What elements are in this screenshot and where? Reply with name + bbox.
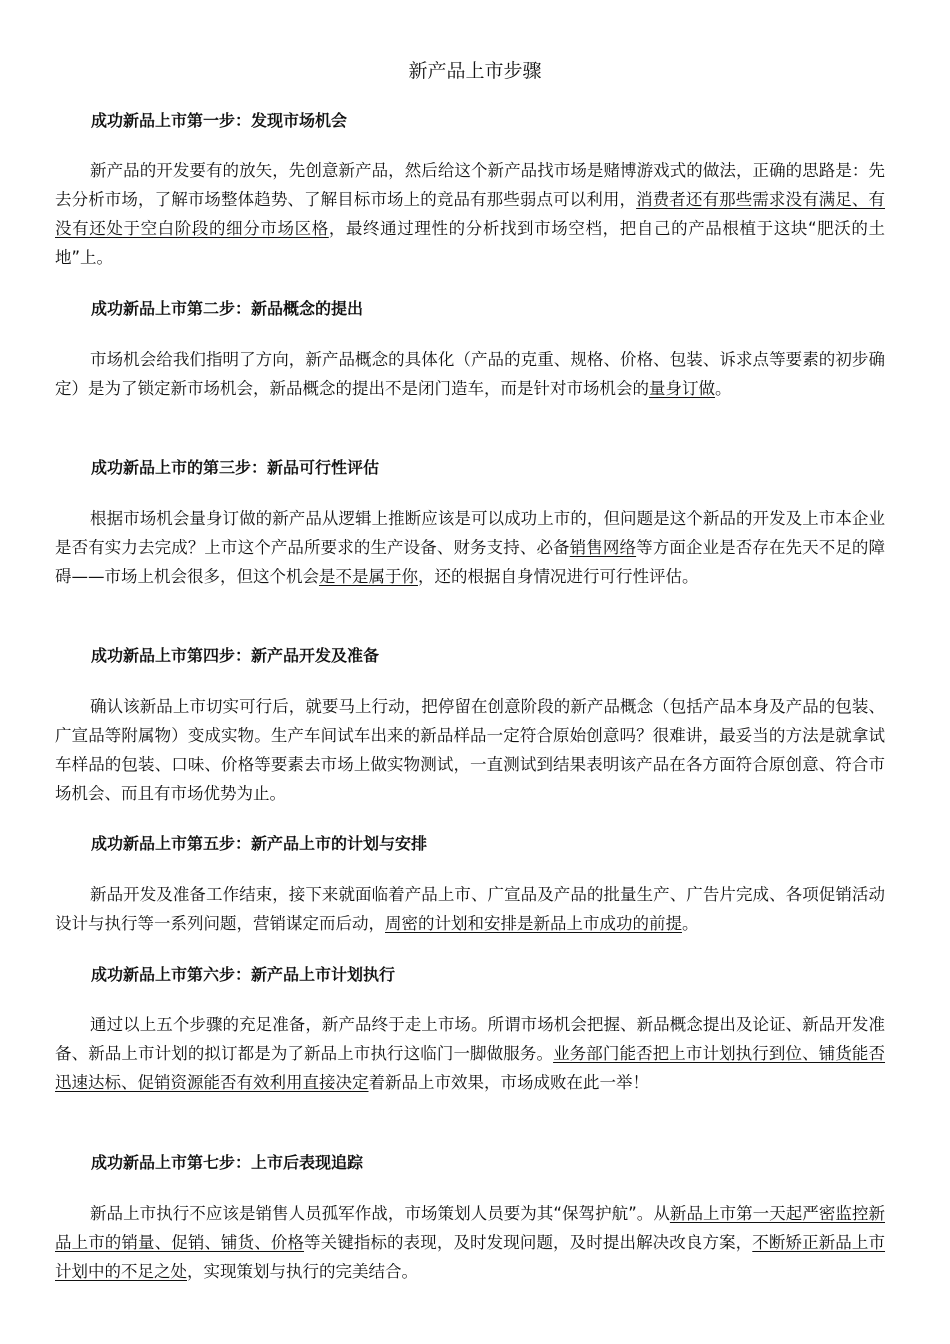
underlined-text: 新品上市第一天起严密监控新品上市的销量、促销、铺货、价格 [55,1204,885,1252]
section-heading-step-2: 成功新品上市第二步：新品概念的提出 [91,299,364,318]
text-run: 。 [682,914,699,933]
section-body-step-4 [55,692,885,808]
underlined-text: 销售网络 [569,538,637,557]
underlined-text: 量身订做 [649,379,715,398]
section-body-step-6 [55,1010,885,1097]
underlined-text: 业务部门能否把上市计划执行到位、铺货能否迅速达标、促销资源能否有效利用直接决定 [55,1044,886,1092]
underlined-text: 不断矫正新品上市计划中的不足之处 [55,1233,886,1281]
text-run: 。 [715,379,732,398]
text-run: ，最终通过理性的分析找到市场空档，把自己的产品根植于这块“肥沃的土地”上。 [55,219,885,267]
text-run: ，实现策划与执行的完美结合。 [187,1262,418,1281]
underlined-text: 周密的计划和安排是新品上市成功的前提 [385,914,682,933]
text-run: 新产品的开发要有的放矢，先创意新产品，然后给这个新产品找市场是赌博游戏式的做法，正确的思路是：先去分析市场，了解市场整体趋势、了解目标市场上的竞品有那些弱点可以利用， [55,161,885,209]
section-body-step-5 [55,880,885,938]
text-run: 确认该新品上市切实可行后，就要马上行动，把停留在创意阶段的新产品概念（包括产品本身及产品的包装、广宣品等附属物）变成实物。生产车间试车出来的新品样品一定符合原始创意吗？很难讲，最妥当的方法是就拿试车样品的包装、口味、价格等要素去市场上做实物测试，一直测试到结果表明该产品在各方面符合原创意、符合市场机会、而且有市场优势为止。 [55,697,885,803]
text-run: 根据市场机会量身订做的新产品从逻辑上推断应该是可以成功上市的，但问题是这个新品的开发及上市本企业是否有实力去完成？上市这个产品所要求的生产设备、财务支持、必备 [55,509,885,557]
section-heading-step-4: 成功新品上市第四步：新产品开发及准备 [91,646,380,665]
text-run: 市场机会给我们指明了方向，新产品概念的具体化（产品的克重、规格、价格、包装、诉求点等要素的初步确定）是为了锁定新市场机会，新品概念的提出不是闭门造车，而是针对市场机会的 [55,350,885,398]
section-heading-step-1: 成功新品上市第一步：发现市场机会 [91,111,348,130]
text-run: 新品开发及准备工作结束，接下来就面临着产品上市、广宣品及产品的批量生产、广告片完成、各项促销活动设计与执行等一系列问题，营销谋定而后动， [55,885,885,933]
text-run: ，还的根据自身情况进行可行性评估。 [418,567,699,586]
section-body-step-7 [55,1199,885,1286]
text-run: 通过以上五个步骤的充足准备，新产品终于走上市场。所谓市场机会把握、新品概念提出及论证、新品开发准备、新品上市计划的拟订都是为了新品上市执行这临门一脚做服务。 [55,1015,885,1063]
underlined-text: 消费者还有那些需求没有满足、有没有还处于空白阶段的细分市场区格 [55,190,886,238]
section-body-step-2 [55,345,885,403]
text-run: 等方面企业是否存在先天不足的障碍——市场上机会很多，但这个机会 [55,538,886,586]
text-run: 着新品上市效果，市场成败在此一举！ [368,1073,649,1092]
section-body-step-1 [55,156,885,272]
underlined-text: 是不是属于你 [319,567,418,586]
section-heading-step-3: 成功新品上市的第三步：新品可行性评估 [91,458,380,477]
section-body-step-3 [55,504,885,591]
document-title: 新产品上市步骤 [408,60,542,82]
text-run: 新品上市执行不应该是销售人员孤军作战，市场策划人员要为其“保驾护航”。从 [90,1204,670,1223]
section-heading-step-6: 成功新品上市第六步：新产品上市计划执行 [91,965,396,984]
text-run: 等关键指标的表现，及时发现问题，及时提出解决改良方案， [304,1233,753,1252]
section-heading-step-7: 成功新品上市第七步：上市后表现追踪 [91,1153,364,1172]
section-heading-step-5: 成功新品上市第五步：新产品上市的计划与安排 [91,834,428,853]
